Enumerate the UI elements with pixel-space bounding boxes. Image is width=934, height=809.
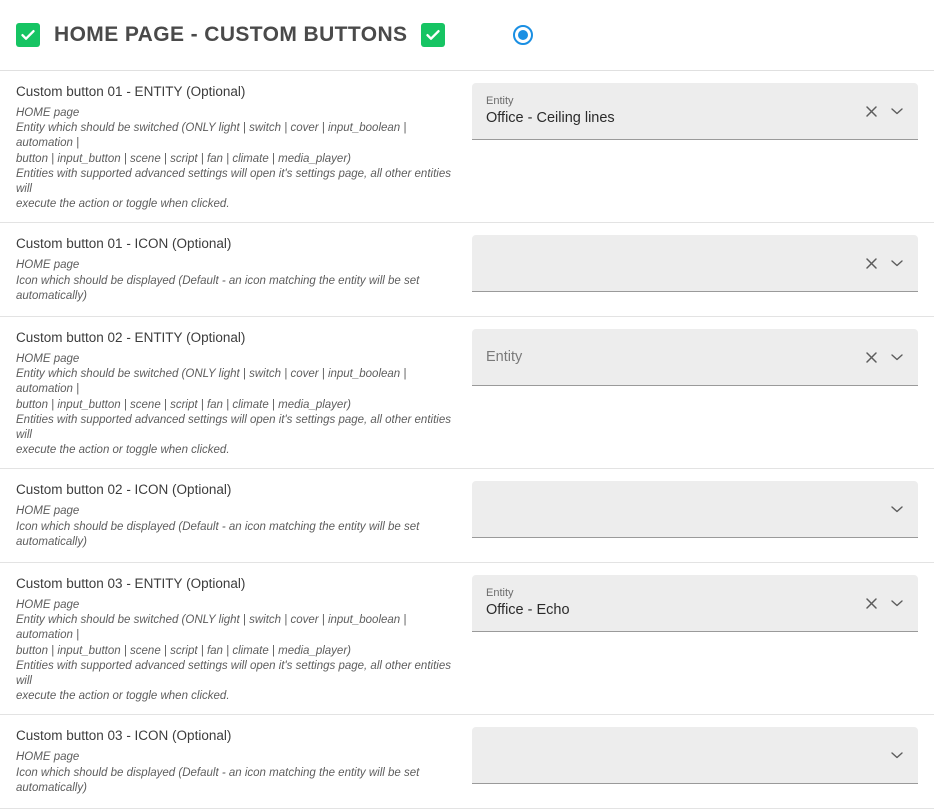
setting-label: Custom button 03 - ICON (Optional) bbox=[16, 728, 232, 744]
help-line: Entity which should be switched (ONLY light | switch | cover | input_boolean | automation | bbox=[16, 614, 407, 642]
help-line: automatically) bbox=[16, 781, 87, 794]
checkbox-checked-icon-left[interactable] bbox=[16, 23, 40, 47]
field-icons bbox=[858, 98, 910, 124]
checkbox-checked-icon-right[interactable] bbox=[421, 23, 445, 47]
field-text bbox=[486, 83, 858, 139]
help-line: Icon which should be displayed (Default - an icon matching the entity will be set bbox=[16, 520, 420, 533]
help-line: button | input_button | scene | script | fan | climate | media_player) bbox=[16, 398, 351, 411]
setting-label: Custom button 02 - ENTITY (Optional) bbox=[16, 330, 246, 346]
help-line: execute the action or toggle when clicked. bbox=[16, 444, 230, 457]
setting-control bbox=[462, 329, 918, 386]
help-line: Icon which should be displayed (Default - an icon matching the entity will be set bbox=[16, 274, 420, 287]
setting-row bbox=[0, 563, 934, 715]
help-line: execute the action or toggle when clicked. bbox=[16, 198, 230, 211]
chevron-down-icon[interactable] bbox=[884, 742, 910, 768]
page-title: HOME PAGE - CUSTOM BUTTONS bbox=[54, 23, 408, 46]
help-line: automatically) bbox=[16, 535, 87, 548]
help-line: button | input_button | scene | script | fan | climate | media_player) bbox=[16, 152, 351, 165]
field-floating-label: Entity bbox=[486, 95, 514, 107]
close-icon[interactable] bbox=[858, 98, 884, 124]
setting-control bbox=[462, 235, 918, 292]
field-value: Office - Echo bbox=[486, 602, 570, 619]
setting-control bbox=[462, 481, 918, 538]
field-text bbox=[486, 575, 858, 631]
icon-select-field[interactable] bbox=[472, 235, 918, 292]
setting-description bbox=[16, 575, 462, 704]
field-icons bbox=[858, 590, 910, 616]
setting-row bbox=[0, 715, 934, 809]
chevron-down-icon[interactable] bbox=[884, 344, 910, 370]
field-icons bbox=[884, 496, 910, 522]
field-text bbox=[486, 727, 884, 783]
setting-help-text bbox=[16, 504, 454, 550]
help-line: execute the action or toggle when clicked. bbox=[16, 690, 230, 703]
help-line: HOME page bbox=[16, 259, 80, 272]
page-header bbox=[0, 0, 934, 71]
setting-help-text bbox=[16, 598, 454, 704]
setting-description bbox=[16, 727, 462, 796]
setting-description bbox=[16, 329, 462, 458]
setting-help-text bbox=[16, 750, 454, 796]
help-line: automatically) bbox=[16, 289, 87, 302]
help-line: HOME page bbox=[16, 353, 80, 366]
field-icons bbox=[858, 344, 910, 370]
close-icon[interactable] bbox=[858, 590, 884, 616]
setting-help-text bbox=[16, 258, 454, 304]
help-line: Entity which should be switched (ONLY light | switch | cover | input_boolean | automation | bbox=[16, 368, 407, 396]
entity-select-field[interactable] bbox=[472, 83, 918, 140]
radio-inner bbox=[518, 30, 528, 40]
setting-control bbox=[462, 575, 918, 632]
setting-label: Custom button 01 - ICON (Optional) bbox=[16, 236, 232, 252]
setting-description bbox=[16, 235, 462, 304]
setting-help-text bbox=[16, 106, 454, 212]
help-line: HOME page bbox=[16, 107, 80, 119]
setting-row bbox=[0, 223, 934, 317]
help-line: Entities with supported advanced settings will open it's settings page, all other entities will bbox=[16, 659, 451, 688]
help-line: Icon which should be displayed (Default - an icon matching the entity will be set bbox=[16, 766, 420, 779]
field-icons bbox=[884, 742, 910, 768]
entity-select-field[interactable] bbox=[472, 329, 918, 386]
setting-row bbox=[0, 317, 934, 469]
setting-row bbox=[0, 469, 934, 563]
setting-description bbox=[16, 83, 462, 212]
radio-selected-icon[interactable] bbox=[513, 25, 533, 45]
field-placeholder: Entity bbox=[486, 349, 523, 366]
help-line: HOME page bbox=[16, 599, 80, 612]
icon-select-field[interactable] bbox=[472, 727, 918, 784]
close-icon[interactable] bbox=[858, 344, 884, 370]
field-floating-label: Entity bbox=[486, 587, 514, 600]
setting-label: Custom button 03 - ENTITY (Optional) bbox=[16, 576, 246, 592]
setting-description bbox=[16, 481, 462, 550]
help-line: HOME page bbox=[16, 751, 80, 764]
help-line: Entity which should be switched (ONLY light | switch | cover | input_boolean | automation | bbox=[16, 122, 407, 150]
field-text bbox=[486, 481, 884, 537]
setting-control bbox=[462, 727, 918, 784]
setting-control bbox=[462, 83, 918, 140]
field-text bbox=[486, 235, 858, 291]
field-icons bbox=[858, 250, 910, 276]
radio-outer bbox=[513, 25, 533, 45]
chevron-down-icon[interactable] bbox=[884, 250, 910, 276]
help-line: Entities with supported advanced settings will open it's settings page, all other entities will bbox=[16, 413, 451, 442]
field-value: Office - Ceiling lines bbox=[486, 110, 615, 126]
chevron-down-icon[interactable] bbox=[884, 590, 910, 616]
setting-help-text bbox=[16, 352, 454, 458]
setting-label: Custom button 02 - ICON (Optional) bbox=[16, 482, 232, 498]
help-line: Entities with supported advanced settings will open it's settings page, all other entities will bbox=[16, 167, 451, 196]
close-icon[interactable] bbox=[858, 250, 884, 276]
field-text bbox=[486, 329, 858, 385]
setting-label: Custom button 01 - ENTITY (Optional) bbox=[16, 84, 246, 99]
help-line: button | input_button | scene | script | fan | climate | media_player) bbox=[16, 644, 351, 657]
chevron-down-icon[interactable] bbox=[884, 496, 910, 522]
help-line: HOME page bbox=[16, 505, 80, 518]
chevron-down-icon[interactable] bbox=[884, 98, 910, 124]
entity-select-field[interactable] bbox=[472, 575, 918, 632]
setting-row bbox=[0, 71, 934, 223]
icon-select-field[interactable] bbox=[472, 481, 918, 538]
